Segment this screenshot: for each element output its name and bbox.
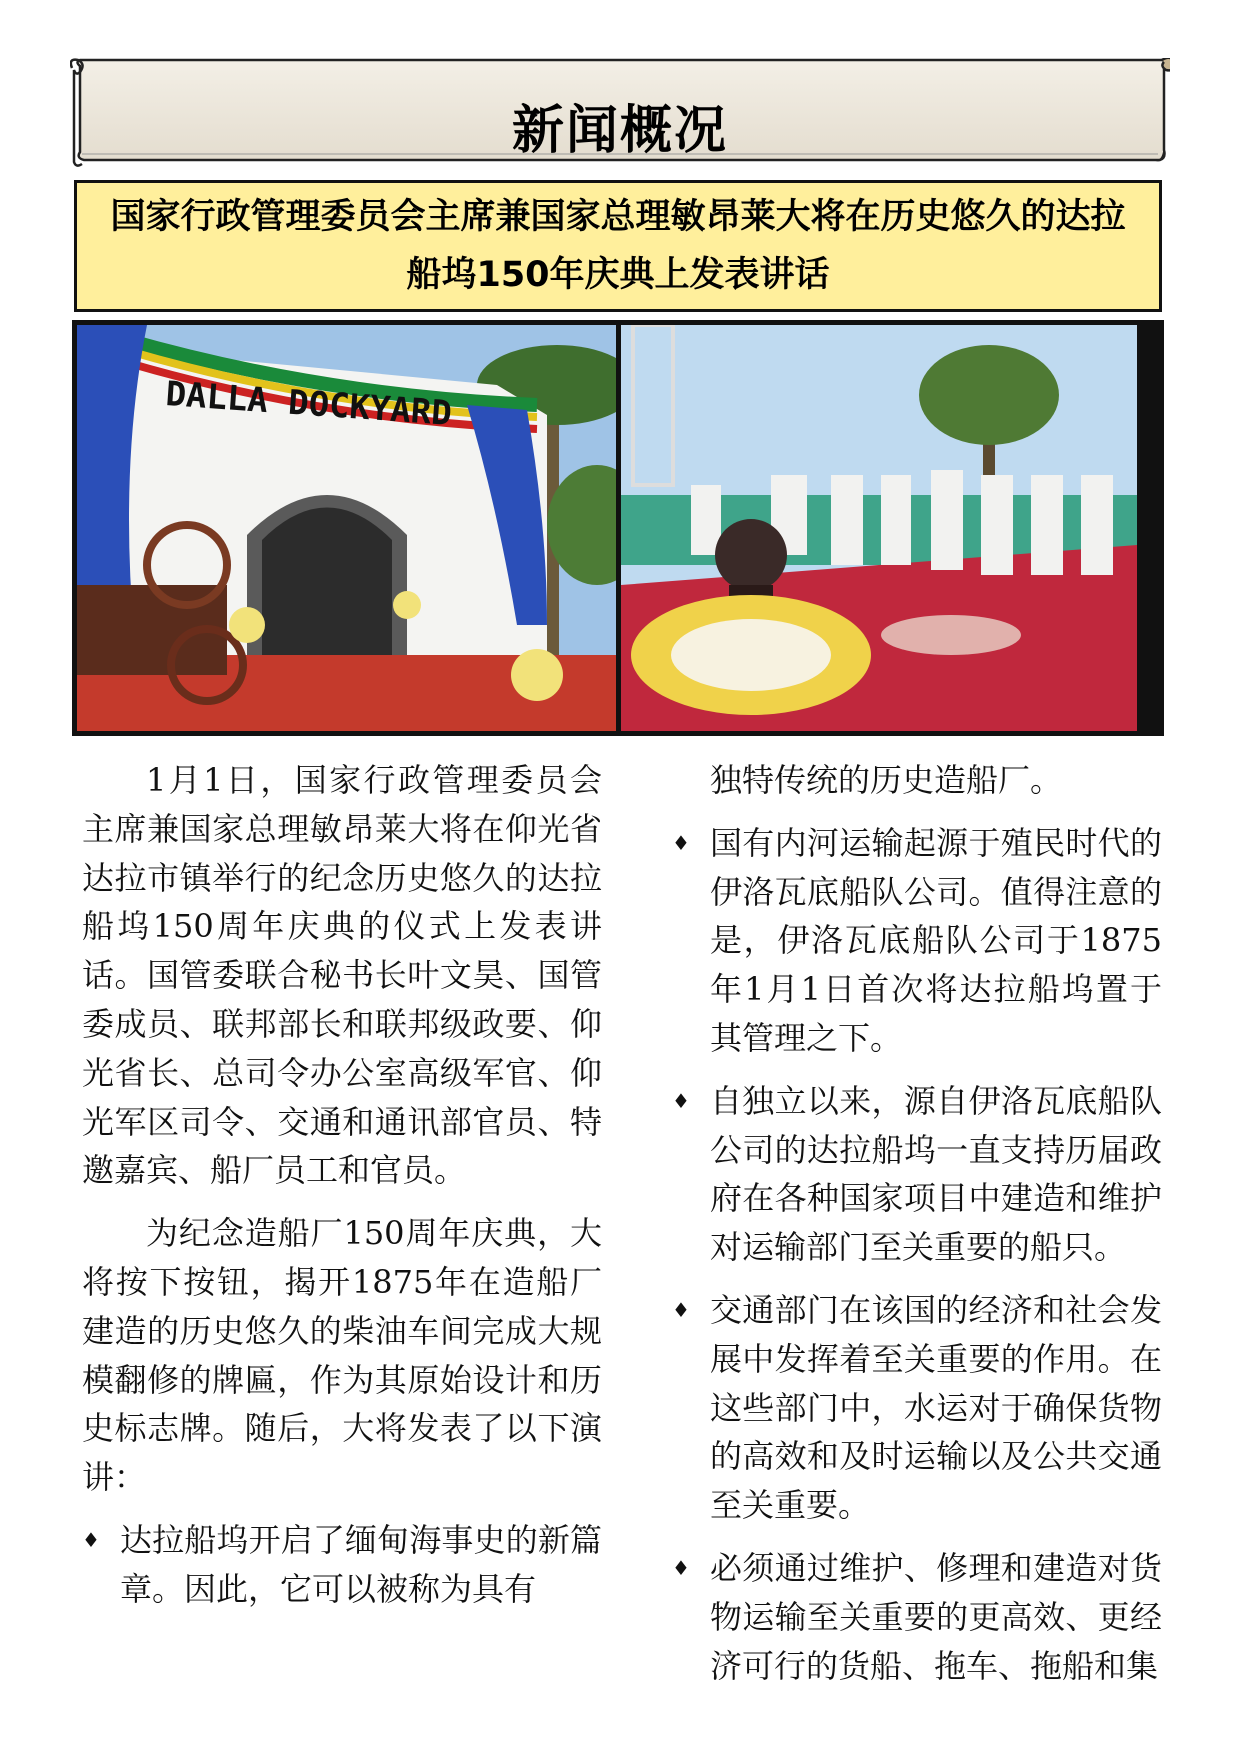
left-bullet-list xyxy=(82,1516,602,1614)
body-paragraph: 为纪念造船厂150周年庆典，大将按下按钮，揭开1875年在造船厂建造的历史悠久的柴油车间完成大规模翻修的牌匾，作为其原始设计和历史标志牌。随后，大将发表了以下演讲： xyxy=(82,1214,602,1497)
headline-box xyxy=(74,180,1162,312)
bullet-text: 自独立以来，源自伊洛瓦底船队公司的达拉船坞一直支持历届政府在各种国家项目中建造和维护对运输部门至关重要的船只。 xyxy=(710,1081,1162,1267)
right-bullet-list xyxy=(672,819,1162,1691)
bullet-diamond-icon: ♦ xyxy=(672,1555,690,1580)
list-item xyxy=(82,1516,602,1614)
bullet-text: 交通部门在该国的经济和社会发展中发挥着至关重要的作用。在这些部门中，水运对于确保货物的高效和及时运输以及公共交通至关重要。 xyxy=(710,1290,1162,1525)
bullet-text: 必须通过维护、修理和建造对货物运输至关重要的更高效、更经济可行的货船、拖车、拖船和集 xyxy=(710,1548,1162,1685)
list-item xyxy=(672,1077,1162,1272)
bullet-diamond-icon: ♦ xyxy=(672,1297,690,1322)
title-banner xyxy=(70,58,1170,170)
list-item xyxy=(672,1286,1162,1530)
bullet-diamond-icon: ♦ xyxy=(672,1088,690,1113)
dockyard-sign: DALLA DOCKYARD xyxy=(164,374,454,434)
bullet-text: 达拉船坞开启了缅甸海事史的新篇章。因此，它可以被称为具有 xyxy=(120,1520,602,1608)
bullet-diamond-icon: ♦ xyxy=(82,1527,100,1552)
page-title: 新闻概况 xyxy=(511,101,728,161)
bullet-diamond-icon: ♦ xyxy=(672,830,690,855)
ceremony-photo xyxy=(621,325,1160,731)
list-item xyxy=(672,819,1162,1063)
list-item xyxy=(672,1544,1162,1690)
body-paragraph: 1月1日，国家行政管理委员会主席兼国家总理敏昂莱大将在仰光省达拉市镇举行的纪念历史悠久的达拉船坞150周年庆典的仪式上发表讲话。国管委联合秘书长叶文昊、国管委成员、联邦部长和联邦级政要、仰光省长、总司令办公室高级军官、仰光军区司令、交通和通讯部官员、特邀嘉宾、船厂员工和官员。 xyxy=(82,761,602,1190)
bullet-text: 国有内河运输起源于殖民时代的伊洛瓦底船队公司。值得注意的是，伊洛瓦底船队公司于1875年1月1日首次将达拉船坞置于其管理之下。 xyxy=(710,823,1162,1057)
dockyard-photo xyxy=(77,325,616,731)
left-column xyxy=(82,756,602,1628)
headline-text: 国家行政管理委员会主席兼国家总理敏昂莱大将在历史悠久的达拉船坞150年庆典上发表讲话 xyxy=(110,197,1126,295)
photo-strip xyxy=(72,320,1164,736)
right-column xyxy=(672,756,1162,1704)
continued-text: 独特传统的历史造船厂。 xyxy=(710,761,1063,799)
